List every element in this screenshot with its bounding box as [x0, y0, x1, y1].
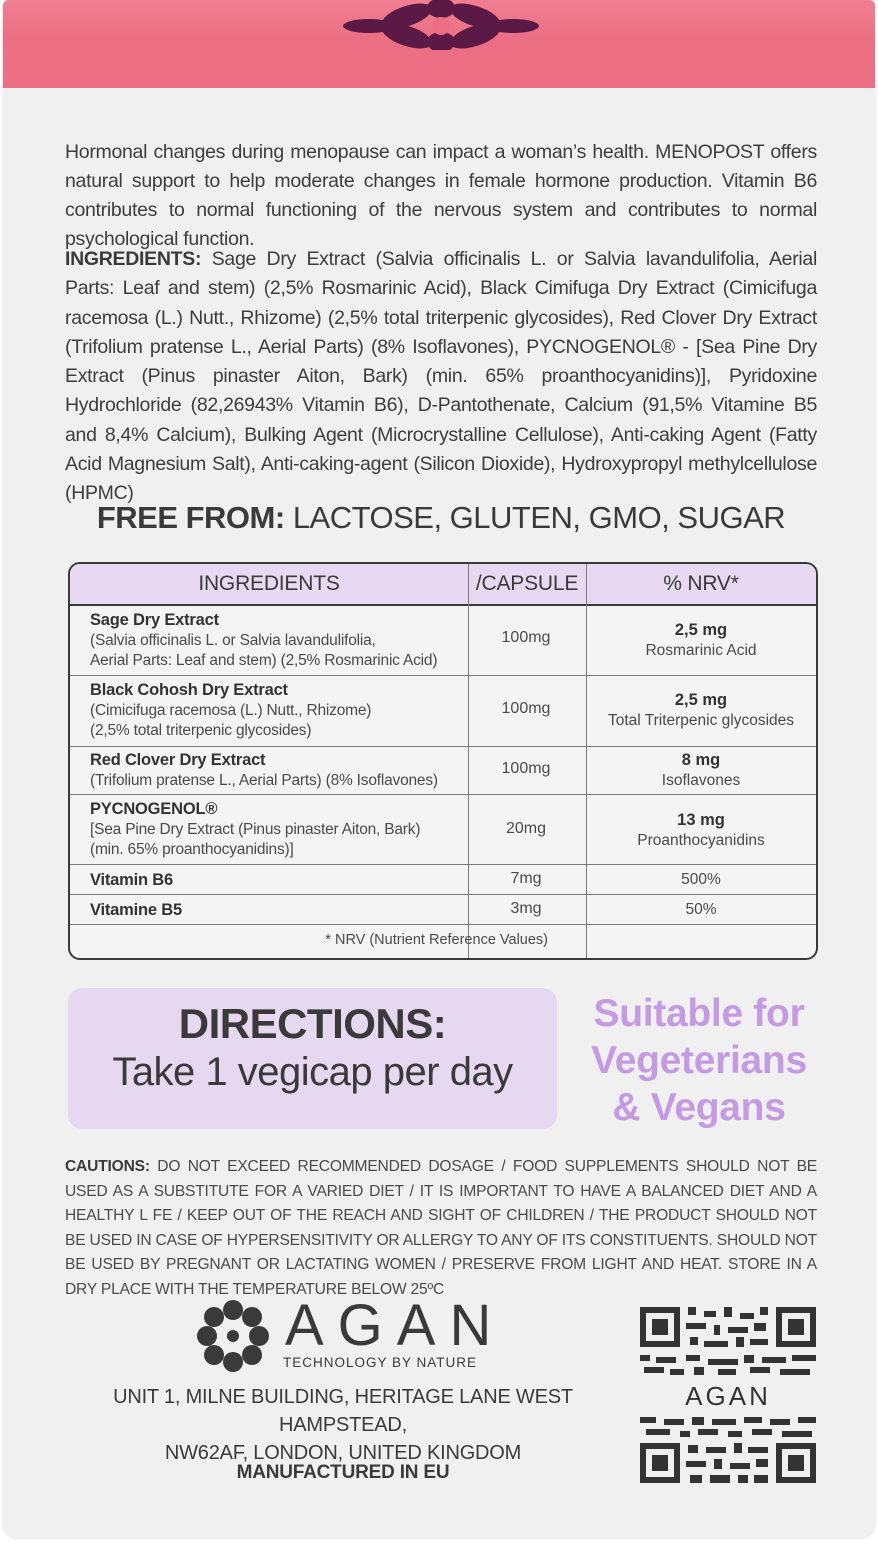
manufactured-in: MANUFACTURED IN EU	[236, 1462, 450, 1483]
suitable-for-vegans	[578, 990, 820, 1131]
nrv-value: 13 mg	[677, 811, 725, 829]
ingredient-name: Sage Dry Extract	[90, 611, 219, 629]
ingredient-name: PYCNOGENOL®	[90, 800, 218, 818]
ingredient-desc: (Trifolium pratense L., Aerial Parts) (8% Isoflavones)	[90, 772, 438, 789]
table-row	[90, 610, 437, 671]
column-header-capsule: /CAPSULE	[475, 572, 579, 595]
nrv-cell	[586, 620, 816, 661]
nrv-note: Isoflavones	[661, 772, 741, 789]
top-band	[3, 0, 875, 88]
nrv-value: 500%	[681, 871, 721, 888]
nrv-note: Total Triterpenic glycosides	[607, 712, 795, 729]
nutrition-table	[68, 562, 818, 960]
qr-code[interactable]	[640, 1307, 816, 1483]
column-header-ingredients: INGREDIENTS	[198, 572, 340, 595]
nrv-note: Proanthocyanidins	[637, 832, 765, 849]
ingredient-desc: (2,5% total triterpenic glycosides)	[90, 722, 312, 739]
nrv-value: 2,5 mg	[674, 621, 728, 639]
capsule-amount: 20mg	[505, 820, 547, 837]
ingredients-text: Sage Dry Extract (Salvia officinalis L. or Salvia lavandulifolia, Aerial Parts: Leaf and stem) (2,5% Rosmarinic Acid), Black Cimifuga Dry Extract (Cimicifuga racemosa (L.) Nutt., Rhizome) (2,5% total triterpenic glycosides), Red Clover Dry Extract (Trifolium pratense L., Aerial Parts) (8% Isoflavones), PYCNOGENOL® - [Sea Pine Dry Extract (Pinus pinaster Aiton, Bark) (min. 65% proanthocyanidins)], Pyridoxine Hydrochloride (82,26943% Vitamin B6), D-Pantothenate, Calcium (91,5% Vitamine B5 and 8,4% Calcium), Bulking Agent (Microcrystalline Cellulose), Anti-caking Agent (Fatty Acid Magnesium Salt), Anti-caking-agent (Silicon Dioxide), Hydroxypropyl methylcellulose (HPMC)	[65, 248, 818, 505]
agan-flower-logo-icon	[193, 1296, 273, 1376]
table-row	[90, 870, 173, 891]
capsule-amount: 100mg	[501, 760, 551, 777]
suitable-line: Suitable for	[593, 992, 805, 1035]
cautions-text: DO NOT EXCEED RECOMMENDED DOSAGE / FOOD SUPPLEMENTS SHOULD NOT BE USED AS A SUBSTITUTE FOR A VARIED DIET / IT IS IMPORTANT TO HAVE A BALANCED DIET AND A HEALTHY L FE / KEEP OUT OF THE REACH AND SIGHT OF CHILDREN / THE PRODUCT SHOULD NOT BE USED IN CASE OF HYPERSENSITIVITY OR ALLERGY TO ANY OF ITS CONSTITUENTS. SHOULD NOT BE USED BY PREGNANT OR LACTATING WOMEN / PRESERVE FROM LIGHT AND HEAT. STORE IN A DRY PLACE WITH THE TEMPERATURE BELOW 25ºC	[65, 1158, 817, 1298]
suitable-line: Vegeterians	[591, 1039, 807, 1082]
address-line: NW62AF, LONDON, UNITED KINGDOM	[164, 1442, 522, 1464]
directions-text: Take 1 vegicap per day	[112, 1050, 513, 1094]
ingredient-name: Vitamin B6	[90, 871, 173, 889]
ingredient-name: Black Cohosh Dry Extract	[90, 681, 288, 699]
column-header-nrv: % NRV*	[663, 572, 739, 595]
ingredient-desc: (min. 65% proanthocyanidins)]	[90, 841, 294, 858]
free-from	[65, 500, 817, 536]
cautions-label: CAUTIONS:	[65, 1158, 150, 1175]
cautions	[65, 1155, 817, 1303]
free-from-label: FREE FROM:	[96, 500, 285, 535]
table-row	[90, 900, 182, 921]
free-from-text: LACTOSE, GLUTEN, GMO, SUGAR	[292, 500, 786, 535]
ingredients-paragraph	[65, 245, 817, 509]
directions-box	[68, 988, 557, 1129]
nrv-cell	[586, 690, 816, 731]
qr-brand-label: AGAN	[640, 1381, 816, 1411]
nrv-value: 2,5 mg	[674, 691, 728, 709]
brand-name: AGAN	[285, 1293, 506, 1358]
capsule-amount: 100mg	[501, 629, 551, 646]
table-footnote: * NRV (Nutrient Reference Values)	[325, 932, 548, 948]
address-line: UNIT 1, MILNE BUILDING, HERITAGE LANE WEST HAMPSTEAD,	[113, 1386, 573, 1436]
ingredient-desc: Aerial Parts: Leaf and stem) (2,5% Rosmarinic Acid)	[90, 652, 438, 669]
intro-text: Hormonal changes during menopause can impact a woman’s health. MENOPOST offers natural support to help moderate changes in female hormone production. Vitamin B6 contributes to normal functioning of the nervous system and contributes to normal psychological function.	[65, 141, 817, 250]
nrv-value: 50%	[685, 901, 717, 918]
address	[65, 1383, 621, 1467]
nrv-value: 8 mg	[681, 751, 721, 769]
table-header	[70, 564, 816, 606]
nrv-note: Rosmarinic Acid	[645, 642, 757, 659]
ingredient-desc: (Salvia officinalis L. or Salvia lavandulifolia,	[90, 632, 376, 649]
directions-title: DIRECTIONS:	[178, 1000, 447, 1047]
ingredients-label: INGREDIENTS:	[65, 248, 202, 270]
brand-tagline: TECHNOLOGY BY NATURE	[283, 1355, 478, 1370]
ingredient-name: Vitamine B5	[90, 901, 182, 919]
capsule-amount: 3mg	[510, 900, 542, 917]
capsule-amount: 100mg	[501, 700, 551, 717]
table-row	[90, 750, 438, 791]
capsule-amount: 7mg	[510, 870, 542, 887]
table-row	[90, 799, 420, 860]
ingredient-desc: (Cimicifuga racemosa (L.) Nutt., Rhizome)	[90, 702, 372, 719]
ingredient-name: Red Clover Dry Extract	[90, 751, 266, 769]
flower-icon	[341, 0, 541, 50]
package-back	[3, 0, 875, 1538]
nrv-cell	[586, 810, 816, 851]
ingredient-desc: [Sea Pine Dry Extract (Pinus pinaster Aiton, Bark)	[90, 821, 421, 838]
table-row	[90, 680, 371, 741]
suitable-line: & Vegans	[612, 1086, 786, 1129]
nrv-cell	[586, 750, 816, 791]
